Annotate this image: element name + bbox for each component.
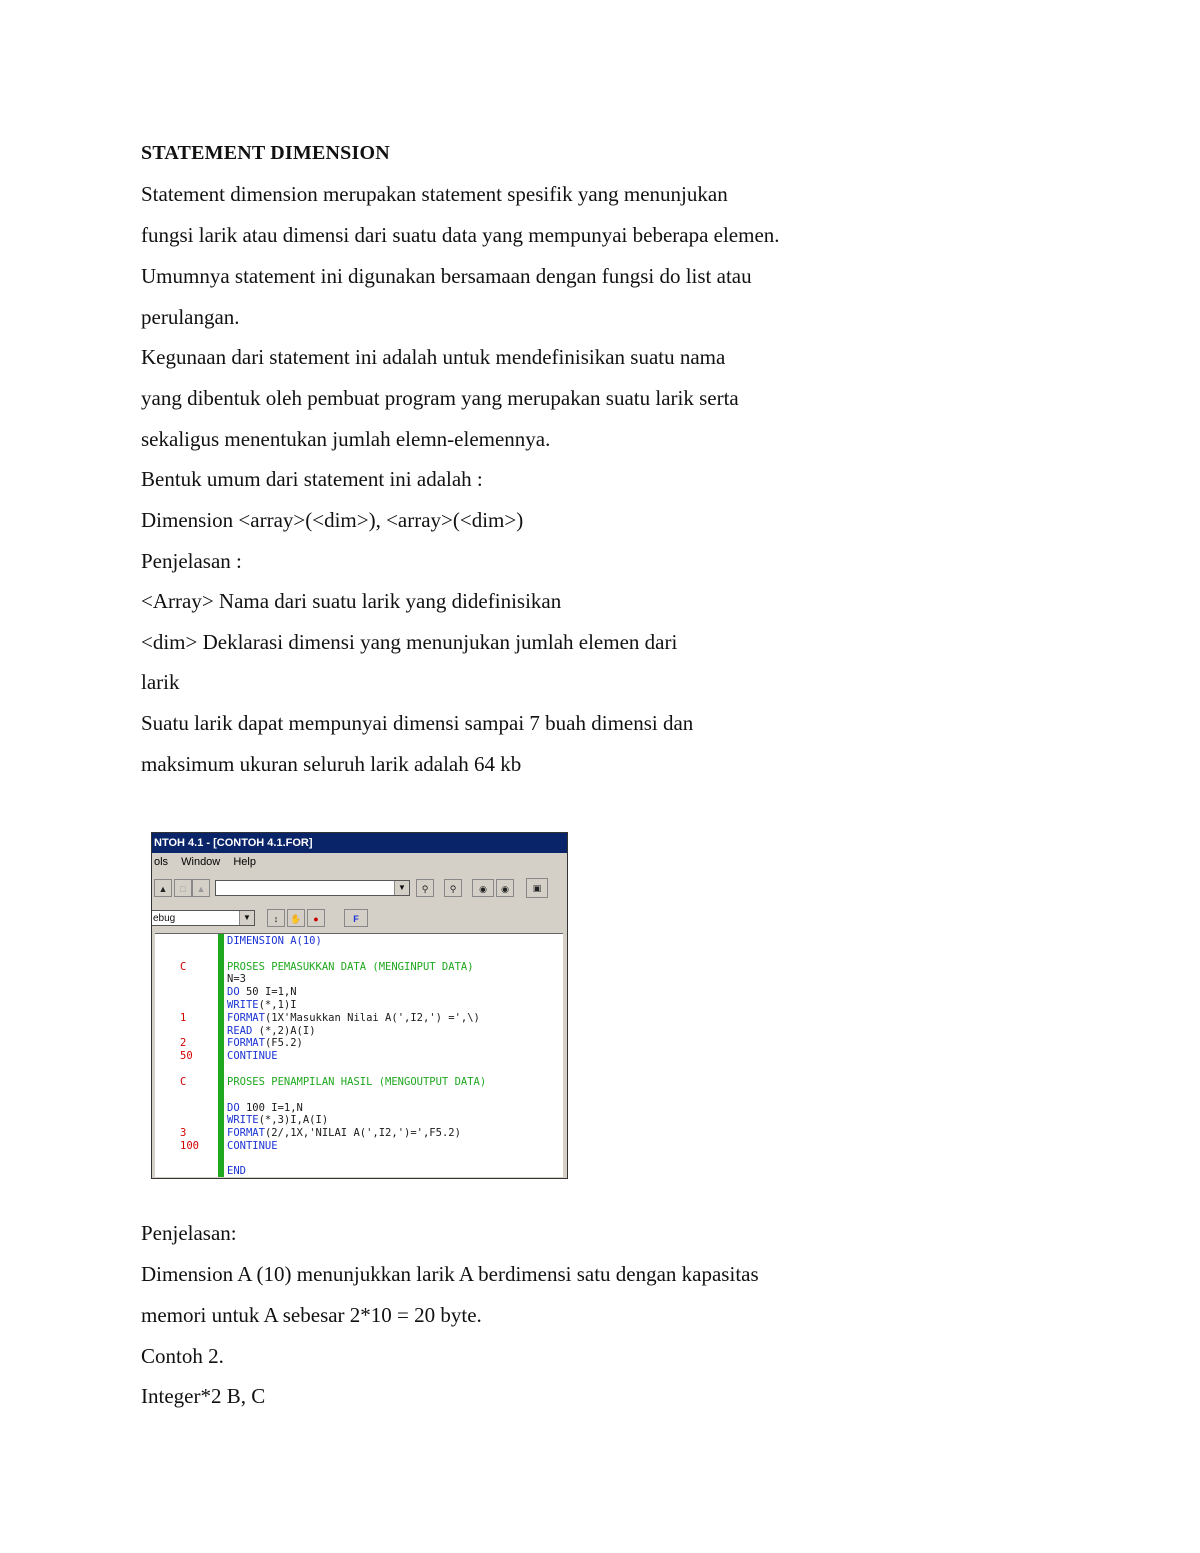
code-line: DIMENSION A(10) xyxy=(227,935,322,947)
statement-label: 50 xyxy=(180,1050,193,1062)
config-combo[interactable]: ebug ▼ xyxy=(151,910,255,926)
code-line: N=3 xyxy=(227,973,246,985)
chevron-down-icon[interactable]: ▼ xyxy=(394,881,409,895)
step-icon[interactable]: ↕ xyxy=(267,909,285,927)
code-comment: PROSES PEMASUKKAN DATA (MENGINPUT DATA) xyxy=(227,961,474,973)
statement-label: 2 xyxy=(180,1037,187,1049)
menu-item-help[interactable]: Help xyxy=(233,856,256,868)
ide-toolbar-top xyxy=(152,873,567,903)
code-line: END xyxy=(227,1165,246,1177)
hand-icon[interactable]: ✋ xyxy=(287,909,305,927)
chevron-down-icon[interactable]: ▼ xyxy=(239,911,254,925)
body-line: fungsi larik atau dimensi dari suatu data yang mempunyai beberapa elemen. xyxy=(141,223,780,247)
code-editor[interactable] xyxy=(155,933,563,1177)
find-combo[interactable] xyxy=(215,880,410,896)
binoculars-icon[interactable]: ◉ xyxy=(472,879,494,897)
body-line: Contoh 2. xyxy=(141,1344,224,1368)
code-line: DO 100 I=1,N xyxy=(227,1102,303,1114)
body-line: <dim> Deklarasi dimensi yang menunjukan jumlah elemen dari xyxy=(141,630,678,654)
body-line: memori untuk A sebesar 2*10 = 20 byte. xyxy=(141,1303,482,1327)
ide-title-bar: NTOH 4.1 - [CONTOH 4.1.FOR] xyxy=(152,833,567,853)
editor-gutter xyxy=(218,934,224,1177)
code-line: WRITE(*,3)I,A(I) xyxy=(227,1114,329,1126)
toolbar-btn-icon[interactable]: ▲ xyxy=(192,879,210,897)
body-line: larik xyxy=(141,670,180,694)
body-line: Umumnya statement ini digunakan bersamaan dengan fungsi do list atau xyxy=(141,264,752,288)
menu-item-tools[interactable]: ols xyxy=(154,856,169,868)
fortran-icon[interactable]: F xyxy=(344,909,368,927)
body-line: maksimum ukuran seluruh larik adalah 64 kb xyxy=(141,752,522,776)
find-icon[interactable]: ⚲ xyxy=(416,879,434,897)
body-line: Dimension A (10) menunjukkan larik A berdimensi satu dengan kapasitas xyxy=(141,1262,759,1286)
window-icon[interactable]: ▣ xyxy=(526,878,548,898)
code-line: CONTINUE xyxy=(227,1050,278,1062)
find-next-icon[interactable]: ⚲ xyxy=(444,879,462,897)
body-line: Suatu larik dapat mempunyai dimensi sampai 7 buah dimensi dan xyxy=(141,711,694,735)
body-line: Penjelasan : xyxy=(141,549,242,573)
body-line: perulangan. xyxy=(141,305,240,329)
body-line: Integer*2 B, C xyxy=(141,1384,266,1408)
code-line: FORMAT(2/,1X,'NILAI A(',I2,')=',F5.2) xyxy=(227,1127,461,1139)
binoculars-next-icon[interactable]: ◉ xyxy=(496,879,514,897)
code-line: FORMAT(1X'Masukkan Nilai A(',I2,') =',\) xyxy=(227,1012,480,1024)
ide-screenshot xyxy=(151,832,568,1179)
body-line: <Array> Nama dari suatu larik yang didefinisikan xyxy=(141,589,562,613)
syntax-line: Dimension <array>(<dim>), <array>(<dim>) xyxy=(141,508,524,532)
section-heading: STATEMENT DIMENSION xyxy=(141,142,390,164)
toolbar-btn-icon[interactable]: ▲ xyxy=(154,879,172,897)
body-line: yang dibentuk oleh pembuat program yang merupakan suatu larik serta xyxy=(141,386,739,410)
toolbar-btn-icon[interactable]: □ xyxy=(174,879,192,897)
body-line: Kegunaan dari statement ini adalah untuk mendefinisikan suatu nama xyxy=(141,345,726,369)
body-line: sekaligus menentukan jumlah elemn-elemennya. xyxy=(141,427,551,451)
code-line: FORMAT(F5.2) xyxy=(227,1037,303,1049)
menu-item-window[interactable]: Window xyxy=(181,856,221,868)
statement-label: 1 xyxy=(180,1012,187,1024)
stop-icon[interactable]: ● xyxy=(307,909,325,927)
body-line: Bentuk umum dari statement ini adalah : xyxy=(141,467,483,491)
body-line: Penjelasan: xyxy=(141,1221,237,1245)
code-line: CONTINUE xyxy=(227,1140,278,1152)
statement-label: C xyxy=(180,961,187,973)
code-comment: PROSES PENAMPILAN HASIL (MENGOUTPUT DATA) xyxy=(227,1076,487,1088)
statement-label: 3 xyxy=(180,1127,187,1139)
code-line: WRITE(*,1)I xyxy=(227,999,297,1011)
code-line: DO 50 I=1,N xyxy=(227,986,297,998)
statement-label: 100 xyxy=(180,1140,199,1152)
code-line: READ (*,2)A(I) xyxy=(227,1025,316,1037)
ide-menu-bar xyxy=(152,853,567,871)
statement-label: C xyxy=(180,1076,187,1088)
body-line: Statement dimension merupakan statement spesifik yang menunjukan xyxy=(141,182,728,206)
ide-toolbar-bottom xyxy=(152,905,567,931)
